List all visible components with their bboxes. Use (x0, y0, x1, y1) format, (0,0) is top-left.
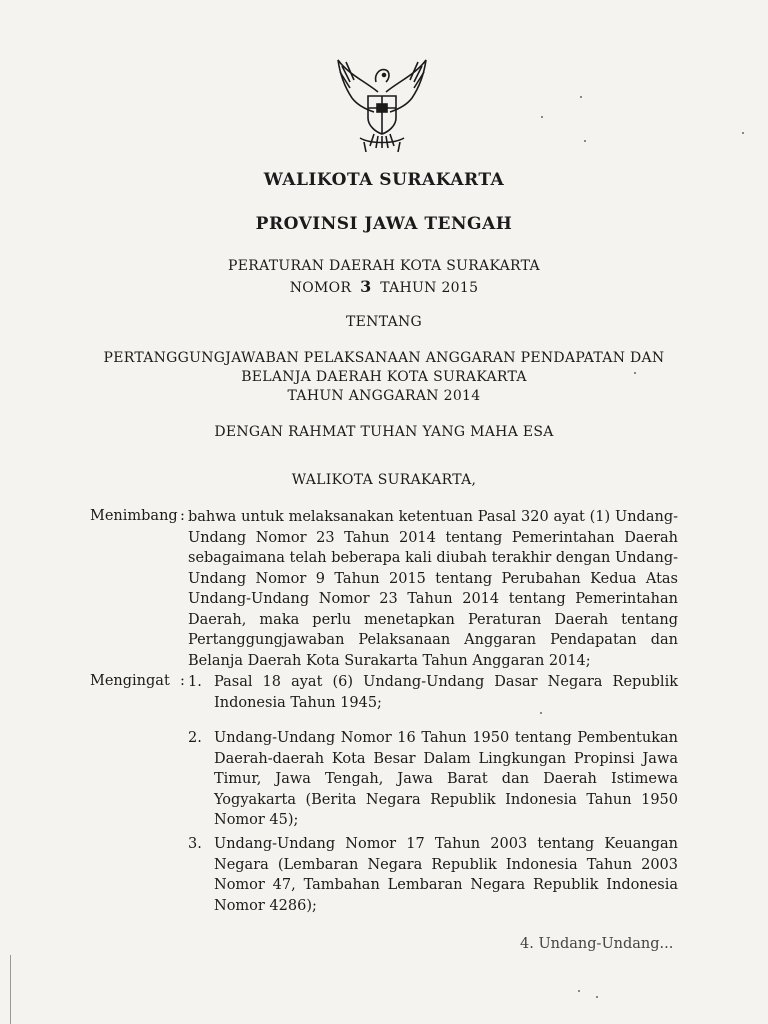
mayor-heading: WALIKOTA SURAKARTA, (291, 472, 477, 488)
document-title: WALIKOTA SURAKARTA (263, 170, 505, 190)
blessing-line: DENGAN RAHMAT TUHAN YANG MAHA ESA (214, 424, 554, 440)
list-item-number: 1. (188, 674, 202, 690)
scan-speck (580, 96, 582, 98)
scan-edge-line (10, 955, 11, 1024)
menimbang-colon: : (180, 508, 185, 524)
scan-speck (742, 132, 744, 134)
list-item (188, 672, 678, 713)
scan-speck (634, 372, 636, 374)
mengingat-colon: : (180, 673, 185, 689)
menimbang-text: bahwa untuk melaksanakan ketentuan Pasal 320 ayat (1) Undang-Undang Nomor 23 Tahun 2014 tentang Pemerintahan Daerah sebagaimana telah beberapa kali diubah terakhir dengan Undang-Undang Nomor 9 Tahun 2015 tentang Perubahan Kedua Atas Undang-Undang Nomor 23 Tahun 2014 tentang Pemerintahan Daerah, maka perlu menetapkan Peraturan Daerah tentang Pertanggungjawaban Pelaksanaan Anggaran Pendapatan dan Belanja Daerah Kota Surakarta Tahun Anggaran 2014; (188, 509, 678, 669)
subject-line-3: TAHUN ANGGARAN 2014 (287, 388, 481, 404)
menimbang-label: Menimbang (90, 508, 178, 524)
regulation-heading: PERATURAN DAERAH KOTA SURAKARTA (228, 258, 540, 274)
scan-speck (578, 990, 580, 992)
continuation-marker: 4. Undang-Undang... (520, 936, 674, 952)
regulation-number (0, 277, 768, 296)
tentang-heading: TENTANG (345, 314, 423, 330)
scan-speck (584, 140, 586, 142)
subject-line-1: PERTANGGUNGJAWABAN PELAKSANAAN ANGGARAN PENDAPATAN DAN (103, 350, 665, 366)
garuda-emblem-icon (330, 52, 434, 156)
mengingat-label: Mengingat (90, 673, 170, 689)
number-value: 3 (360, 277, 372, 296)
number-label: NOMOR (289, 280, 352, 296)
scan-speck (596, 996, 598, 998)
list-item-number: 2. (188, 730, 202, 746)
scan-speck (540, 712, 542, 714)
subject-line-2: BELANJA DAERAH KOTA SURAKARTA (241, 369, 527, 385)
province-title: PROVINSI JAWA TENGAH (255, 214, 513, 234)
regulation-year: TAHUN 2015 (380, 280, 479, 296)
list-item (188, 834, 678, 916)
scan-speck (541, 116, 543, 118)
list-item-text: Pasal 18 ayat (6) Undang-Undang Dasar Negara Republik Indonesia Tahun 1945; (214, 674, 678, 711)
list-item-text: Undang-Undang Nomor 16 Tahun 1950 tentang Pembentukan Daerah-daerah Kota Besar Dalam Lingkungan Propinsi Jawa Timur, Jawa Tengah, Jawa Barat dan Daerah Istimewa Yogyakarta (Berita Negara Republik Indonesia Tahun 1950 Nomor 45); (214, 730, 678, 828)
list-item-text: Undang-Undang Nomor 17 Tahun 2003 tentang Keuangan Negara (Lembaran Negara Republik Indonesia Tahun 2003 Nomor 47, Tambahan Lembaran Negara Republik Indonesia Nomor 4286); (214, 836, 678, 914)
list-item (188, 728, 678, 831)
list-item-number: 3. (188, 836, 202, 852)
